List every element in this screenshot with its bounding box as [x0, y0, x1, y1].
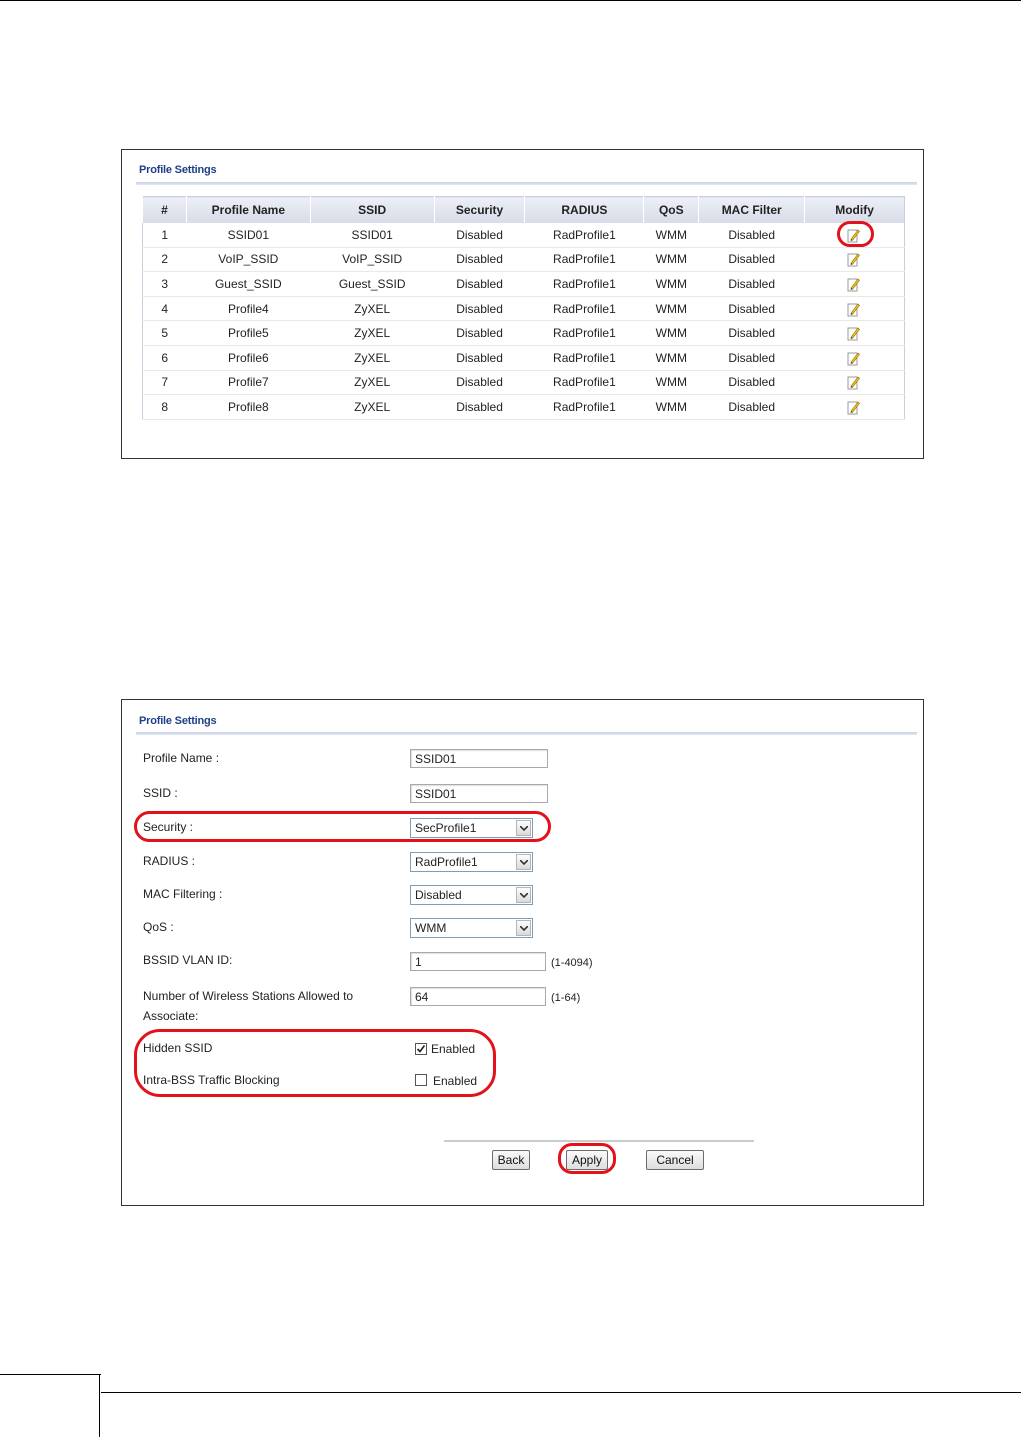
apply-highlight-ring	[558, 1143, 616, 1174]
col-header-mac-filter: MAC Filter	[699, 197, 805, 224]
cell-modify	[805, 296, 905, 321]
cell-radius: RadProfile1	[525, 272, 644, 297]
profile-name-label: Profile Name :	[143, 751, 220, 765]
cell-ssid: ZyXEL	[310, 321, 434, 346]
bssid-vlan-label: BSSID VLAN ID:	[143, 953, 233, 967]
cell-modify	[805, 272, 905, 297]
intra-bss-label: Intra-BSS Traffic Blocking	[143, 1073, 280, 1087]
cell-number: 8	[143, 395, 187, 420]
stations-label-line1: Number of Wireless Stations Allowed to	[143, 989, 354, 1003]
cell-mac-filter: Disabled	[699, 247, 805, 272]
cell-profile-name: Profile5	[186, 321, 310, 346]
cell-qos: WMM	[644, 321, 699, 346]
table-row	[143, 296, 905, 321]
col-header-security: Security	[434, 197, 525, 224]
cell-mac-filter: Disabled	[699, 395, 805, 420]
title-underline	[136, 182, 917, 185]
cell-radius: RadProfile1	[525, 223, 644, 247]
table-row	[143, 247, 905, 272]
chevron-down-icon[interactable]	[516, 887, 531, 903]
cell-ssid: SSID01	[310, 223, 434, 247]
cell-modify	[805, 345, 905, 370]
cell-modify	[805, 247, 905, 272]
cell-number: 5	[143, 321, 187, 346]
cell-ssid: VoIP_SSID	[310, 247, 434, 272]
cell-security: Disabled	[434, 345, 525, 370]
table-row	[143, 321, 905, 346]
hidden-ssid-enabled-label: Enabled	[431, 1042, 476, 1056]
cell-profile-name: Profile8	[186, 395, 310, 420]
stations-label-line2: Associate:	[143, 1009, 199, 1023]
qos-select[interactable]	[410, 918, 533, 938]
panel-title: Profile Settings	[139, 164, 217, 176]
cell-ssid: ZyXEL	[310, 395, 434, 420]
edit-icon[interactable]	[847, 276, 861, 292]
panel-title: Profile Settings	[139, 715, 217, 727]
cell-profile-name: VoIP_SSID	[186, 247, 310, 272]
ssid-input[interactable]	[410, 784, 548, 803]
edit-icon[interactable]	[847, 301, 861, 317]
cell-security: Disabled	[434, 223, 525, 247]
cell-mac-filter: Disabled	[699, 370, 805, 395]
cell-number: 3	[143, 272, 187, 297]
cell-ssid: ZyXEL	[310, 370, 434, 395]
title-underline	[136, 732, 917, 735]
cell-qos: WMM	[644, 370, 699, 395]
cell-qos: WMM	[644, 223, 699, 247]
cell-security: Disabled	[434, 395, 525, 420]
chevron-down-icon[interactable]	[516, 854, 531, 870]
profile-name-input[interactable]	[410, 749, 548, 768]
stations-input[interactable]	[410, 987, 546, 1006]
bssid-vlan-range: (1-4094)	[551, 957, 593, 969]
apply-button[interactable]: Apply	[566, 1150, 608, 1170]
security-selected-value: SecProfile1	[415, 821, 477, 835]
cell-mac-filter: Disabled	[699, 345, 805, 370]
cell-profile-name: SSID01	[186, 223, 310, 247]
cell-mac-filter: Disabled	[699, 296, 805, 321]
mac-filtering-select[interactable]	[410, 885, 533, 905]
cell-number: 6	[143, 345, 187, 370]
cell-qos: WMM	[644, 272, 699, 297]
cell-profile-name: Guest_SSID	[186, 272, 310, 297]
cell-security: Disabled	[434, 321, 525, 346]
cell-ssid: ZyXEL	[310, 296, 434, 321]
cell-radius: RadProfile1	[525, 247, 644, 272]
col-header-profile-name: Profile Name	[186, 197, 310, 224]
cell-security: Disabled	[434, 247, 525, 272]
cell-profile-name: Profile7	[186, 370, 310, 395]
cell-mac-filter: Disabled	[699, 321, 805, 346]
cell-modify	[805, 370, 905, 395]
cell-qos: WMM	[644, 395, 699, 420]
checkbox-highlight-ring	[134, 1029, 496, 1097]
cell-qos: WMM	[644, 296, 699, 321]
modify-highlight-ring	[837, 221, 874, 247]
cell-radius: RadProfile1	[525, 321, 644, 346]
cell-modify	[805, 321, 905, 346]
table-row	[143, 370, 905, 395]
cell-profile-name: Profile6	[186, 345, 310, 370]
stations-range: (1-64)	[551, 992, 581, 1004]
security-highlight-ring	[134, 811, 551, 842]
page-number-box	[0, 1374, 100, 1437]
mac-filtering-selected-value: Disabled	[415, 888, 462, 902]
security-label: Security :	[143, 820, 194, 834]
col-header-radius: RADIUS	[525, 197, 644, 224]
edit-icon[interactable]	[847, 374, 861, 390]
col-header-number: #	[143, 197, 187, 224]
cell-qos: WMM	[644, 247, 699, 272]
cell-security: Disabled	[434, 296, 525, 321]
radius-selected-value: RadProfile1	[415, 855, 478, 869]
radius-label: RADIUS :	[143, 854, 196, 868]
ssid-label: SSID :	[143, 786, 178, 800]
cancel-button[interactable]: Cancel	[646, 1150, 704, 1170]
edit-icon[interactable]	[847, 350, 861, 366]
cell-radius: RadProfile1	[525, 296, 644, 321]
radius-select[interactable]	[410, 852, 533, 872]
hidden-ssid-label: Hidden SSID	[143, 1041, 213, 1055]
back-button[interactable]: Back	[492, 1150, 530, 1170]
table-row	[143, 395, 905, 420]
mac-filtering-label: MAC Filtering :	[143, 887, 223, 901]
qos-selected-value: WMM	[415, 921, 447, 935]
cell-modify	[805, 395, 905, 420]
profile-table-panel	[121, 149, 924, 459]
table-row	[143, 345, 905, 370]
cell-number: 4	[143, 296, 187, 321]
cell-radius: RadProfile1	[525, 370, 644, 395]
intra-bss-enabled-label: Enabled	[433, 1074, 478, 1088]
cell-radius: RadProfile1	[525, 345, 644, 370]
footer-rule	[101, 1392, 1021, 1393]
cell-mac-filter: Disabled	[699, 223, 805, 247]
cell-ssid: ZyXEL	[310, 345, 434, 370]
col-header-qos: QoS	[644, 197, 699, 224]
cell-mac-filter: Disabled	[699, 272, 805, 297]
col-header-modify: Modify	[805, 197, 905, 224]
edit-icon[interactable]	[847, 399, 861, 415]
cell-profile-name: Profile4	[186, 296, 310, 321]
button-separator	[444, 1140, 754, 1142]
cell-qos: WMM	[644, 345, 699, 370]
edit-icon[interactable]	[847, 251, 861, 267]
cell-security: Disabled	[434, 370, 525, 395]
col-header-ssid: SSID	[310, 197, 434, 224]
edit-icon[interactable]	[847, 325, 861, 341]
table-header-row	[143, 197, 905, 224]
chevron-down-icon[interactable]	[516, 920, 531, 936]
table-row	[143, 272, 905, 297]
cell-security: Disabled	[434, 272, 525, 297]
cell-number: 1	[143, 223, 187, 247]
cell-number: 2	[143, 247, 187, 272]
bssid-vlan-input[interactable]	[410, 952, 546, 971]
page-top-rule	[0, 0, 1021, 1]
cell-number: 7	[143, 370, 187, 395]
cell-ssid: Guest_SSID	[310, 272, 434, 297]
profile-edit-panel	[121, 699, 924, 1206]
table-row	[143, 223, 905, 247]
cell-radius: RadProfile1	[525, 395, 644, 420]
qos-label: QoS :	[143, 920, 174, 934]
profile-table	[142, 196, 905, 420]
